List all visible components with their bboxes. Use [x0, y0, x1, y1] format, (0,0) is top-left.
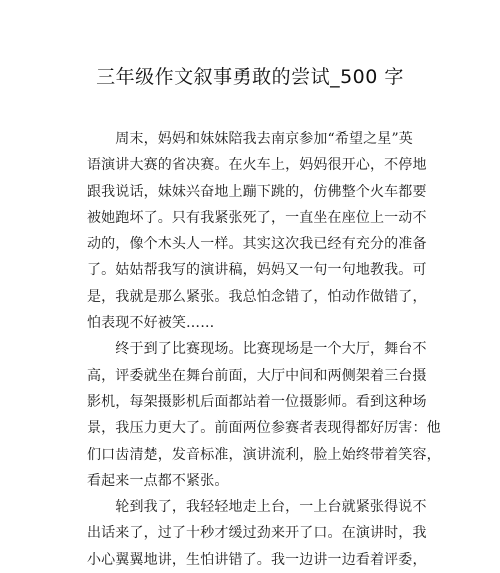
- essay-line: 们口齿清楚，发音标准，演讲流利，脸上始终带着笑容，: [87, 446, 441, 463]
- essay-line: 看起来一点都不紧张。: [87, 472, 229, 489]
- essay-line: 被她跑坏了。只有我紧张死了，一直坐在座位上一动不: [87, 209, 427, 226]
- essay-line: 动的，像个木头人一样。其实这次我已经有充分的准备: [87, 236, 427, 253]
- essay-line: 是，我就是那么紧张。我总怕念错了，怕动作做错了，: [87, 288, 427, 305]
- essay-line: 轮到我了，我轻轻地走上台，一上台就紧张得说不: [87, 499, 427, 516]
- essay-line: 高，评委就坐在舞台前面，大厅中间和两侧架着三台摄: [87, 367, 427, 384]
- document-title: 三年级作文叙事勇敢的尝试_500 字: [96, 66, 404, 88]
- essay-line: 影机，每架摄影机后面都站着一位摄影师。看到这种场: [87, 393, 427, 410]
- essay-line: 终于到了比赛现场。比赛现场是一个大厅，舞台不: [87, 341, 427, 358]
- essay-line: 怕表现不好被笑……: [87, 315, 215, 332]
- essay-line: 语演讲大赛的省决赛。在火车上，妈妈很开心，不停地: [87, 157, 427, 174]
- essay-line: 小心翼翼地讲，生怕讲错了。我一边讲一边看着评委，: [87, 551, 427, 568]
- essay-line: 了。姑姑帮我写的演讲稿，妈妈又一句一句地教我。可: [87, 262, 427, 279]
- essay-line: 出话来了，过了十秒才缓过劲来开了口。在演讲时，我: [87, 525, 427, 542]
- essay-line: 周末，妈妈和妹妹陪我去南京参加“希望之星”英: [87, 131, 413, 147]
- essay-line: 跟我说话，妹妹兴奋地上蹦下跳的，仿佛整个火车都要: [87, 183, 427, 200]
- essay-line: 景，我压力更大了。前面两位参赛者表现得都好厉害：他: [87, 420, 441, 437]
- essay-body: [87, 126, 441, 573]
